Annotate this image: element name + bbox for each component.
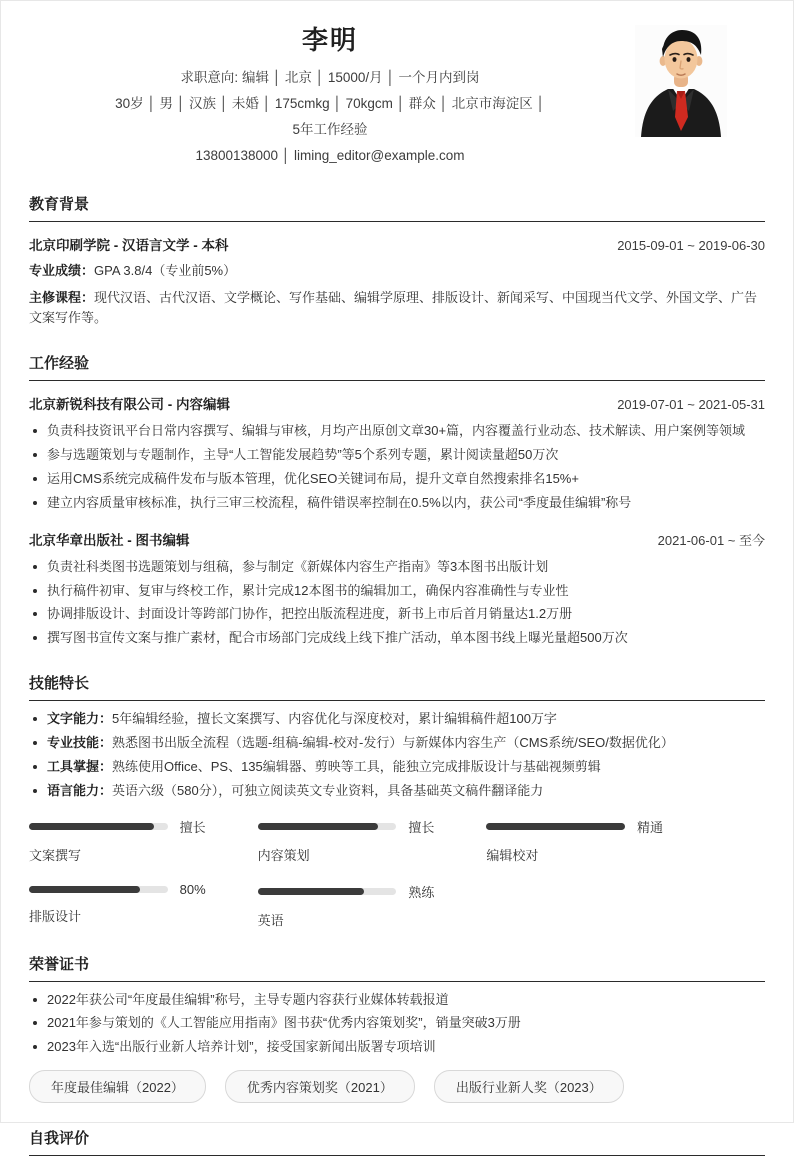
- job-entry-1: [29, 393, 765, 512]
- skill-bar-track: [486, 823, 625, 830]
- job2-head: [29, 529, 765, 549]
- education-heading: 北京印刷学院 - 汉语言文学 - 本科: [29, 238, 229, 253]
- courses-label: 主修课程：: [29, 290, 95, 306]
- skill-bar-track: [258, 823, 397, 830]
- honor-badges: [29, 1070, 765, 1103]
- job1-head: [29, 393, 765, 413]
- education-gpa-row: [29, 261, 765, 281]
- skill-bar: [29, 817, 212, 864]
- skill-label: 语言能力：: [47, 782, 113, 798]
- skill-text: 熟练使用Office、PS、135编辑器、剪映等工具，能独立完成排版设计与基础视频剪辑: [112, 758, 601, 774]
- list-item: 执行稿件初审、复审与终校工作，累计完成12本图书的编辑加工，确保内容准确性与专业性: [29, 582, 765, 601]
- skill-level-label: 精通: [637, 819, 664, 835]
- skill-level-label: 80%: [179, 881, 206, 897]
- honor-badge: 优秀内容策划奖（2021）: [225, 1070, 415, 1103]
- profile-photo: [635, 25, 727, 137]
- list-item: 参与选题策划与专题制作，主导“人工智能发展趋势”等5个系列专题，累计阅读量超50万次: [29, 446, 765, 465]
- honor-badge: 出版行业新人奖（2023）: [434, 1070, 624, 1103]
- list-item: [29, 734, 765, 753]
- section-honors: [29, 953, 765, 1104]
- experience-line: 5年工作经验: [292, 122, 368, 137]
- education-entry-head: [29, 234, 765, 254]
- skill-label: 文字能力：: [47, 711, 113, 727]
- honor-badge: 年度最佳编辑（2022）: [29, 1070, 206, 1103]
- list-item: 负责科技资讯平台日常内容撰写、编辑与审核，月均产出原创文章30+篇，内容覆盖行业动态、技术解读、用户案例等领域: [29, 422, 765, 441]
- section-title-honors: 荣誉证书: [29, 953, 765, 982]
- skill-bar-fill: [486, 823, 625, 830]
- section-education: [29, 193, 765, 328]
- section-title-summary: 自我评价: [29, 1127, 765, 1156]
- job-intention-line: 求职意向: 编辑 │ 北京 │ 15000/月 │ 一个月内到岗: [180, 70, 480, 85]
- job-entry-2: [29, 529, 765, 648]
- education-date: 2015-09-01 ~ 2019-06-30: [617, 238, 765, 253]
- section-skills: [29, 672, 765, 928]
- section-title-work: 工作经验: [29, 352, 765, 381]
- skill-bar-fill: [29, 823, 154, 830]
- list-item: 负责社科类图书选题策划与组稿，参与制定《新媒体内容生产指南》等3本图书出版计划: [29, 558, 765, 577]
- job1-heading: 北京新锐科技有限公司 - 内容编辑: [29, 397, 230, 413]
- header-text-block: [29, 23, 631, 169]
- list-item: [29, 758, 765, 777]
- skill-text: 熟悉图书出版全流程（选题-组稿-编辑-校对-发行）与新媒体内容生产（CMS系统/SEO/数据优化）: [112, 735, 674, 751]
- section-summary: [29, 1127, 765, 1156]
- list-item: [29, 710, 765, 729]
- list-item: 2022年获公司“年度最佳编辑”称号，主导专题内容获行业媒体转载报道: [29, 991, 765, 1010]
- contact-line: 13800138000 │ liming_editor@example.com: [195, 148, 465, 163]
- skill-bars-grid: [29, 817, 765, 929]
- gpa-text: GPA 3.8/4（专业前5%）: [94, 263, 237, 278]
- list-item: 协调排版设计、封面设计等跨部门协作，把控出版流程进度，新书上市后首月销量达1.2万册: [29, 605, 765, 624]
- skill-text: 5年编辑经验，擅长文案撰写、内容优化与深度校对，累计编辑稿件超100万字: [112, 711, 557, 727]
- skill-level-label: 熟练: [408, 884, 435, 900]
- courses-text: 现代汉语、古代汉语、文学概论、写作基础、编辑学原理、排版设计、新闻采写、中国现当代文学、外国文学、广告文案写作等。: [29, 290, 758, 326]
- skill-name: 编辑校对: [486, 847, 539, 863]
- skill-bar-track: [258, 888, 397, 895]
- skill-name: 英语: [257, 912, 284, 928]
- list-item: 建立内容质量审核标准，执行三审三校流程，稿件错误率控制在0.5%以内，获公司“季度最佳编辑”称号: [29, 494, 765, 513]
- job1-bullets: [29, 422, 765, 512]
- job1-date: 2019-07-01 ~ 2021-05-31: [617, 397, 765, 413]
- list-item: [29, 782, 765, 801]
- list-item: 运用CMS系统完成稿件发布与版本管理，优化SEO关键词布局，提升文章自然搜索排名15%+: [29, 470, 765, 489]
- skill-bar: [486, 817, 669, 864]
- skill-name: 排版设计: [29, 908, 82, 924]
- skill-bar: [258, 882, 441, 929]
- skill-bar-track: [29, 823, 168, 830]
- skill-bar-fill: [258, 888, 365, 895]
- skill-label: 工具掌握：: [47, 758, 113, 774]
- skill-bar: [29, 882, 212, 929]
- skills-bullets: [29, 710, 765, 800]
- skill-bar-fill: [258, 823, 379, 830]
- section-title-skills: 技能特长: [29, 672, 765, 701]
- skill-level-label: 擅长: [179, 819, 206, 835]
- section-title-education: 教育背景: [29, 193, 765, 222]
- education-courses-row: [29, 288, 765, 328]
- candidate-name: 李明: [301, 25, 358, 55]
- section-work: [29, 352, 765, 648]
- skill-bar-track: [29, 886, 168, 893]
- skill-bar: [258, 817, 441, 864]
- list-item: 2021年参与策划的《人工智能应用指南》图书获“优秀内容策划奖”，销量突破3万册: [29, 1014, 765, 1033]
- skill-level-label: 擅长: [408, 819, 435, 835]
- list-item: 2023年入选“出版行业新人培养计划”，接受国家新闻出版署专项培训: [29, 1038, 765, 1057]
- skill-name: 内容策划: [257, 847, 310, 863]
- skill-text: 英语六级（580分），可独立阅读英文专业资料，具备基础英文稿件翻译能力: [112, 782, 544, 798]
- job2-heading: 北京华章出版社 - 图书编辑: [29, 532, 190, 548]
- portrait-illustration: [635, 25, 727, 137]
- job2-date: 2021-06-01 ~ 至今: [657, 532, 765, 548]
- resume-header: [29, 1, 765, 169]
- gpa-label: 专业成绩：: [29, 263, 95, 278]
- skill-bar-fill: [29, 886, 140, 893]
- job2-bullets: [29, 558, 765, 648]
- honors-bullets: [29, 991, 765, 1058]
- skill-label: 专业技能：: [47, 735, 113, 751]
- skill-name: 文案撰写: [29, 847, 82, 863]
- list-item: 撰写图书宣传文案与推广素材，配合市场部门完成线上线下推广活动，单本图书线上曝光量超500万次: [29, 629, 765, 648]
- personal-info-line: 30岁 │ 男 │ 汉族 │ 未婚 │ 175cmkg │ 70kgcm │ 群众 │ 北京市海淀区 │: [115, 96, 545, 111]
